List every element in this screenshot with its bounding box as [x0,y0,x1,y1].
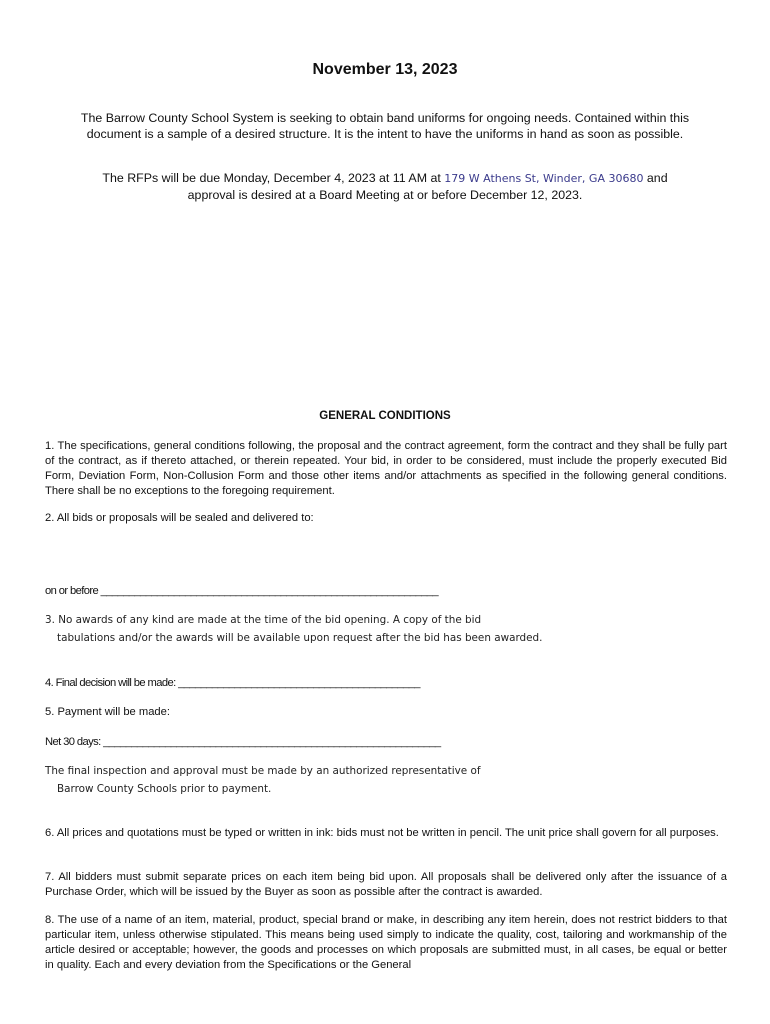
condition-1: 1. The specifications, general conditions following, the proposal and the contract agreement, form the contract and they shall be fully part of the contract, as if thereto attached, or therein repeated. Your bid, in order to be considered, must include the properly executed Bid Form, Deviation Form, Non-Collusion Form and those other items and/or attachments as specified in the following general conditions. There shall be no exceptions to the foregoing requirement. [45,440,727,497]
intro-paragraph [40,110,730,142]
intro-line-2: document is a sample of a desired structure. It is the intent to have the uniforms in hand as soon as possible. [86,127,684,141]
general-conditions-heading: GENERAL CONDITIONS [319,410,451,422]
condition-3 [45,611,727,647]
on-or-before-field[interactable]: on or before ____________________________________________________________ [45,585,438,597]
address-link[interactable]: 179 W Athens St, Winder, GA 30680 [444,172,644,185]
document-date: November 13, 2023 [312,61,458,78]
due-text-and: and [646,171,668,185]
final-inspection-note [45,762,727,798]
intro-line-1: The Barrow County School System is seeking to obtain band uniforms for ongoing needs. Contained within this [80,111,690,125]
due-date-paragraph [40,170,730,203]
condition-5: 5. Payment will be made: [45,706,170,718]
condition-3-line-1: 3. No awards of any kind are made at the time of the bid opening. A copy of the bid [45,614,482,626]
due-line-2: approval is desired at a Board Meeting at or before December 12, 2023. [187,188,583,202]
condition-4[interactable]: 4. Final decision will be made: ___________________________________________ [45,677,420,689]
net-30-field[interactable]: Net 30 days: ____________________________________________________________ [45,736,441,748]
due-line-1 [40,170,730,187]
condition-7: 7. All bidders must submit separate prices on each item being bid upon. All proposals shall be delivered only after the issuance of a Purchase Order, which will be issued by the Buyer as soon as possible after the contract is awarded. [45,871,727,898]
due-text: The RFPs will be due Monday, December 4, 2023 at 11 AM at [102,171,441,185]
final-inspection-line-1: The final inspection and approval must be made by an authorized representative of [45,765,481,777]
condition-3-line-2: tabulations and/or the awards will be available upon request after the bid has been awarded. [57,632,543,644]
final-inspection-line-2: Barrow County Schools prior to payment. [57,783,272,795]
condition-8: 8. The use of a name of an item, material, product, special brand or make, in describing any item herein, does not restrict bidders to that particular item, unless otherwise stipulated. This means being used simply to indicate the quality, cost, tailoring and workmanship of the article desired or acceptable; however, the goods and processes on which proposals are submitted must, in all cases, be equal or better in quality. Each and every deviation from the Specifications or the General [45,914,727,971]
condition-2: 2. All bids or proposals will be sealed and delivered to: [45,512,314,524]
condition-6: 6. All prices and quotations must be typed or written in ink: bids must not be written in pencil. The unit price shall govern for all purposes. [45,827,719,839]
